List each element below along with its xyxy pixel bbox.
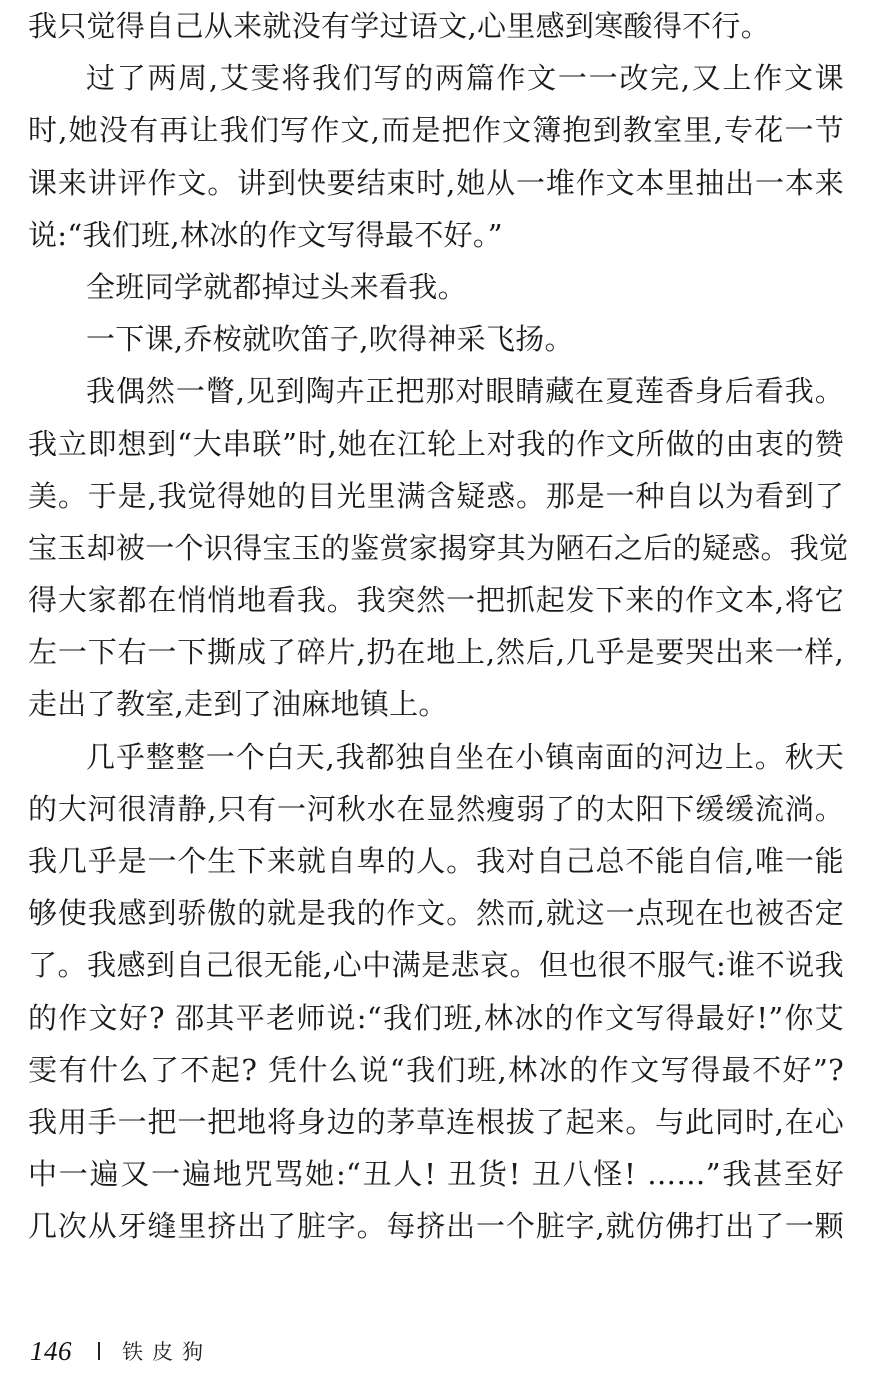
text-line: 雯有什么了不起? 凭什么说“我们班,林冰的作文写得最不好”? (28, 1052, 844, 1087)
text-line: 全班同学就都掉过头来看我。 (86, 269, 467, 304)
text-line: 我只觉得自己从来就没有学过语文,心里感到寒酸得不行。 (28, 9, 771, 43)
footer-divider (98, 1342, 100, 1360)
text-line: 我偶然一瞥,见到陶卉正把那对眼睛藏在夏莲香身后看我。 (86, 374, 844, 409)
text-line: 过了两周,艾雯将我们写的两篇作文一一改完,又上作文课 (86, 61, 844, 96)
page-footer (30, 1333, 212, 1369)
text-line: 课来讲评作文。讲到快要结束时,她从一堆作文本里抽出一本来 (28, 165, 844, 200)
text-line: 我几乎是一个生下来就自卑的人。我对自己总不能自信,唯一能 (28, 844, 844, 878)
text-line: 几乎整整一个白天,我都独自坐在小镇南面的河边上。秋天 (86, 739, 844, 774)
text-line: 够使我感到骄傲的就是我的作文。然而,就这一点现在也被否定 (28, 896, 844, 931)
text-line: 走出了教室,走到了油麻地镇上。 (28, 687, 448, 722)
text-line: 中一遍又一遍地咒骂她:“丑人! 丑货! 丑八怪! ……”我甚至好 (28, 1157, 844, 1192)
text-line: 说:“我们班,林冰的作文写得最不好。” (28, 217, 503, 252)
text-line: 了。我感到自己很无能,心中满是悲哀。但也很不服气:谁不说我 (28, 948, 844, 983)
text-line: 时,她没有再让我们写作文,而是把作文簿抱到教室里,专花一节 (28, 113, 844, 148)
text-line: 宝玉却被一个识得宝玉的鉴赏家揭穿其为陋石之后的疑惑。我觉 (28, 530, 849, 565)
text-line: 一下课,乔桉就吹笛子,吹得神采飞扬。 (86, 322, 574, 357)
text-line: 得大家都在悄悄地看我。我突然一把抓起发下来的作文本,将它 (28, 583, 844, 618)
text-line: 的大河很清静,只有一河秋水在显然瘦弱了的太阳下缓缓流淌。 (28, 791, 844, 826)
text-line: 几次从牙缝里挤出了脏字。每挤出一个脏字,就仿佛打出了一颗 (28, 1209, 844, 1244)
book-title: 铁皮狗 (122, 1340, 212, 1364)
text-line: 我立即想到“大串联”时,她在江轮上对我的作文所做的由衷的赞 (28, 426, 844, 461)
text-line: 我用手一把一把地将身边的茅草连根拔了起来。与此同时,在心 (28, 1104, 844, 1139)
page-number: 146 (30, 1335, 72, 1366)
page-body (28, 0, 849, 1253)
text-line: 美。于是,我觉得她的目光里满含疑惑。那是一种自以为看到了 (28, 478, 844, 513)
text-line: 的作文好? 邵其平老师说:“我们班,林冰的作文写得最好!”你艾 (28, 1000, 844, 1035)
text-line: 左一下右一下撕成了碎片,扔在地上,然后,几乎是要哭出来一样, (28, 635, 844, 670)
